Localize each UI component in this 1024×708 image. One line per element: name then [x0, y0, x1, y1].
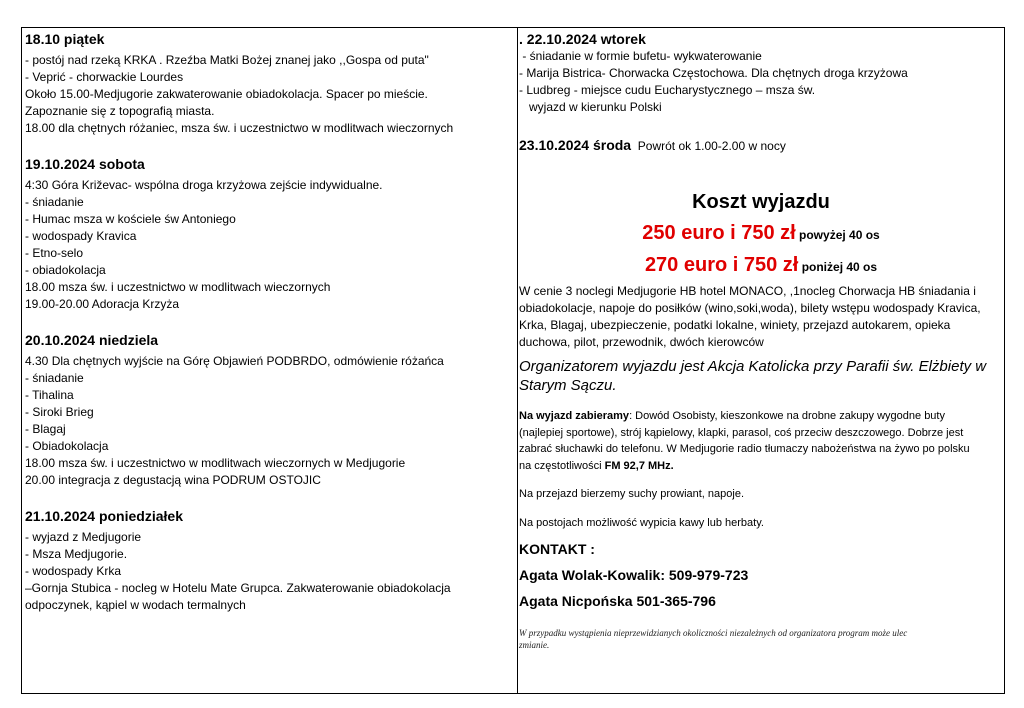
- price-note: poniżej 40 os: [798, 260, 878, 274]
- itinerary-line: 18.00 dla chętnych różaniec, msza św. i uczestnictwo w modlitwach wieczornych: [25, 121, 454, 135]
- price-under-40: [519, 251, 1003, 281]
- itinerary-line: - śniadanie: [25, 371, 84, 385]
- packing-text: (najlepiej sportowe), strój kąpielowy, klapki, parasol, coś przeciw deszczowego. Dobrze jest: [519, 426, 964, 439]
- contact-person: Agata Wolak-Kowalik: 509-979-723: [519, 567, 749, 583]
- right-column: [519, 30, 1003, 651]
- itinerary-line: - wyjazd z Medjugorie: [25, 530, 142, 544]
- day-heading: 23.10.2024 środa: [519, 137, 632, 153]
- return-time: Powrót ok 1.00-2.00 w nocy: [631, 139, 786, 153]
- itinerary-line: 4:30 Góra Križevac- wspólna droga krzyżowa zejście indywidualne.: [25, 178, 383, 192]
- itinerary-line: - śniadanie: [25, 195, 84, 209]
- radio-frequency: FM 92,7 MHz.: [604, 459, 674, 472]
- itinerary-line: 4.30 Dla chętnych wyjście na Górę Objawień PODBRDO, odmówienie różańca: [25, 354, 444, 368]
- packing-list: [519, 408, 1003, 474]
- itinerary-line: - Marija Bistrica- Chorwacka Częstochowa. Dla chętnych droga krzyżowa: [519, 66, 908, 80]
- included-line: duchowa, pilot, przewodnik, dwóch kierowców: [519, 335, 764, 349]
- price-note: powyżej 40 os: [795, 228, 880, 242]
- packing-text: na częstotliwości: [519, 459, 605, 472]
- itinerary-line: - Obiadokolacja: [25, 439, 109, 453]
- included-services: [519, 283, 1003, 351]
- itinerary-line: Około 15.00-Medjugorie zakwaterowanie obiadokolacja. Spacer po mieście.: [25, 87, 428, 101]
- itinerary-line: odpoczynek, kąpiel w wodach termalnych: [25, 598, 246, 612]
- organizer-line: Organizatorem wyjazdu jest Akcja Katolicka przy Parafii św. Elżbiety w: [519, 358, 987, 375]
- included-line: Krka, Blagaj, ubezpieczenie, podatki lokalne, winiety, przejazd autokarem, opieka: [519, 318, 951, 332]
- day-heading: . 22.10.2024 wtorek: [519, 31, 646, 47]
- itinerary-line: - Tihalina: [25, 388, 74, 402]
- day-18-section: [25, 30, 513, 137]
- contact-label: KONTAKT :: [519, 541, 595, 557]
- itinerary-line: - Ludbreg - miejsce cudu Eucharystycznego – msza św.: [519, 83, 816, 97]
- itinerary-line: - Etno-selo: [25, 246, 84, 260]
- itinerary-line: Zapoznanie się z topografią miasta.: [25, 104, 215, 118]
- itinerary-line: - Blagaj: [25, 422, 66, 436]
- itinerary-line: 20.00 integracja z degustacją wina PODRUM OSTOJIC: [25, 473, 321, 487]
- cost-title: Koszt wyjazdu: [692, 191, 830, 213]
- price-over-40: [519, 219, 1003, 249]
- price-value: 250 euro i 750 zł: [642, 222, 796, 244]
- itinerary-line: 18.00 msza św. i uczestnictwo w modlitwach wieczornych: [25, 280, 331, 294]
- day-23-section: [519, 136, 1003, 155]
- itinerary-line: wyjazd w kierunku Polski: [519, 100, 662, 114]
- packing-text: zabrać słuchawki do telefonu. W Medjugorie radio tłumaczy nabożeństwa na żywo po polsku: [519, 443, 970, 455]
- contact-person: Agata Nicpońska 501-365-796: [519, 593, 716, 609]
- day-19-section: [25, 155, 513, 313]
- disclaimer-line: W przypadku wystąpienia nieprzewidzianych okoliczności niezależnych od organizatora program może ulec: [519, 628, 908, 638]
- itinerary-line: - postój nad rzeką KRKA . Rzeźba Matki Bożej znanej jako ,,Gospa od puta": [25, 53, 429, 67]
- itinerary-line: 19.00-20.00 Adoracja Krzyża: [25, 297, 180, 311]
- day-22-section: [519, 30, 1003, 116]
- disclaimer-line: zmianie.: [519, 640, 550, 650]
- column-divider: [517, 27, 518, 694]
- packing-label: Na wyjazd zabieramy: [519, 410, 630, 422]
- itinerary-line: 18.00 msza św. i uczestnictwo w modlitwach wieczornych w Medjugorie: [25, 456, 406, 470]
- included-line: obiadokolacje, napoje do posiłków (wino,soki,woda), bilety wstępu wodospady Kravica,: [519, 301, 981, 315]
- included-line: W cenie 3 noclegi Medjugorie HB hotel MONACO, ,1nocleg Chorwacja HB śniadania i: [519, 284, 976, 298]
- disclaimer: [519, 627, 1003, 651]
- itinerary-line: - obiadokolacja: [25, 263, 106, 277]
- organizer-line: Starym Sączu.: [519, 377, 617, 394]
- itinerary-line: - Humac msza w kościele św Antoniego: [25, 212, 236, 226]
- itinerary-line: - wodospady Krka: [25, 564, 122, 578]
- itinerary-line: - Siroki Brieg: [25, 405, 94, 419]
- organizer-note: [519, 357, 1003, 395]
- left-column: [25, 30, 513, 614]
- itinerary-line: - Veprić - chorwackie Lourdes: [25, 70, 184, 84]
- itinerary-line: - śniadanie w formie bufetu- wykwaterowanie: [519, 49, 762, 63]
- day-heading: 19.10.2024 sobota: [25, 156, 145, 172]
- day-heading: 20.10.2024 niedziela: [25, 332, 159, 348]
- price-value: 270 euro i 750 zł: [644, 254, 799, 276]
- coffee-note: Na postojach możliwość wypicia kawy lub herbaty.: [519, 516, 764, 529]
- day-20-section: [25, 331, 513, 489]
- itinerary-line: - wodospady Kravica: [25, 229, 137, 243]
- day-heading: 18.10 piątek: [25, 31, 105, 47]
- provisions-note: Na przejazd bierzemy suchy prowiant, napoje.: [519, 488, 745, 500]
- itinerary-line: –Gornja Stubica - nocleg w Hotelu Mate Grupca. Zakwaterowanie obiadokolacja: [25, 581, 451, 595]
- day-21-section: [25, 507, 513, 614]
- day-heading: 21.10.2024 poniedziałek: [25, 508, 183, 524]
- itinerary-line: - Msza Medjugorie.: [25, 547, 128, 561]
- packing-text: : Dowód Osobisty, kieszonkowe na drobne zakupy wygodne buty: [629, 410, 945, 422]
